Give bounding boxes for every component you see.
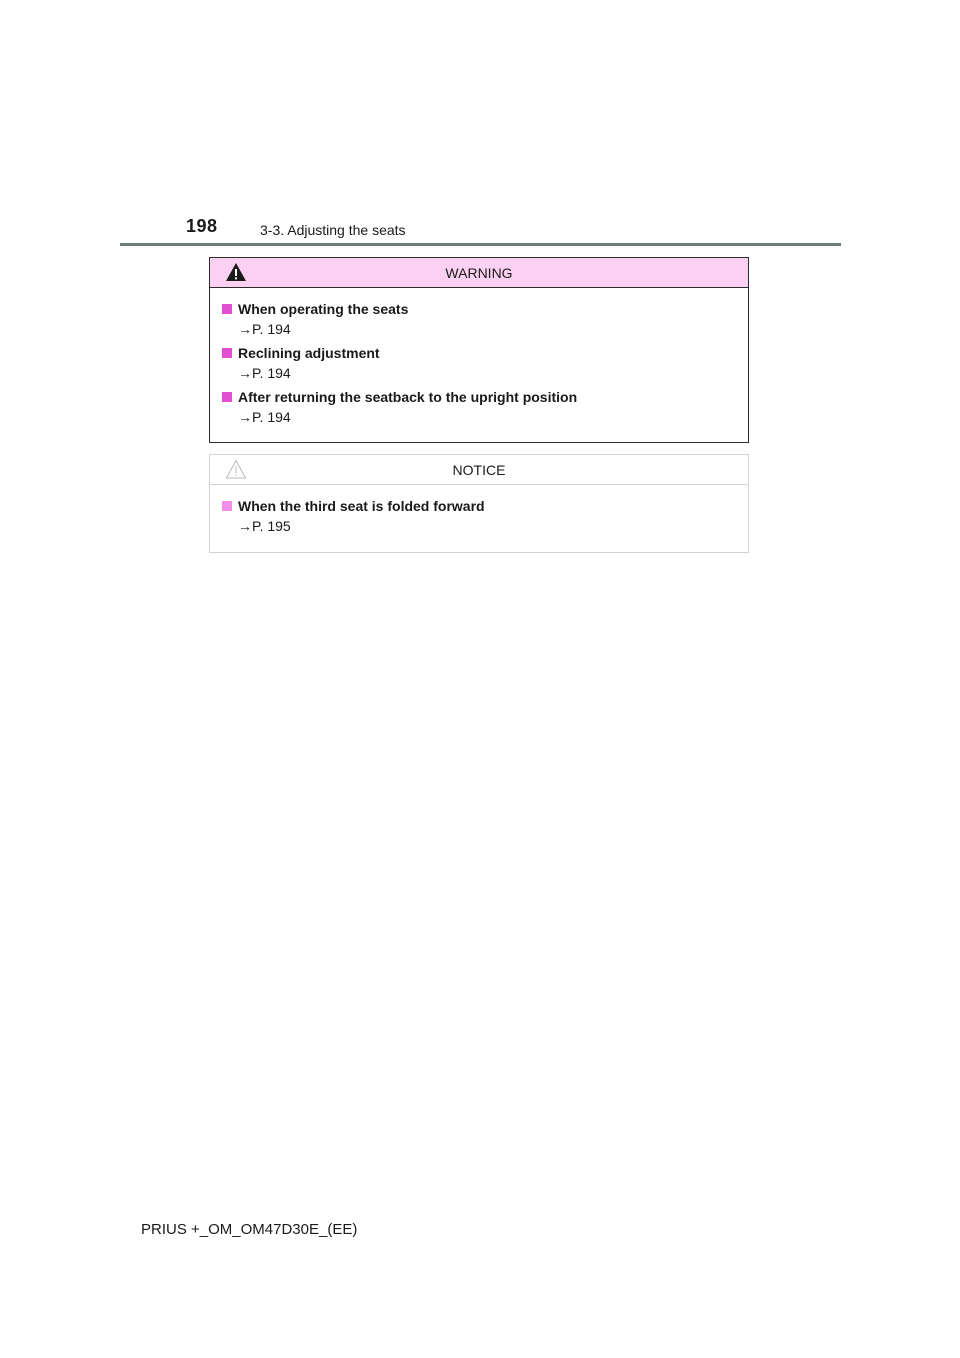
item-title: Reclining adjustment	[238, 344, 380, 361]
page-reference-link[interactable]: P. 194	[252, 409, 291, 425]
warning-box	[209, 257, 749, 443]
warning-body	[210, 288, 748, 427]
notice-box	[209, 454, 749, 553]
page-reference-link[interactable]: P. 195	[252, 518, 291, 534]
item-title: When the third seat is folded forward	[238, 497, 485, 514]
page-reference-link[interactable]: P. 194	[252, 321, 291, 337]
bullet-square-icon	[222, 392, 232, 402]
notice-item	[222, 495, 748, 536]
document-code: PRIUS +_OM_OM47D30E_(EE)	[141, 1221, 358, 1238]
page-number: 198	[186, 216, 218, 236]
section-title: 3-3. Adjusting the seats	[260, 222, 406, 238]
arrow-right-icon: →	[238, 518, 252, 534]
warning-triangle-icon	[225, 262, 247, 285]
notice-label: NOTICE	[452, 461, 506, 478]
page-reference-link[interactable]: P. 194	[252, 365, 291, 381]
warning-item	[222, 386, 748, 427]
warning-header	[210, 258, 748, 288]
bullet-square-icon	[222, 348, 232, 358]
bullet-square-icon	[222, 304, 232, 314]
arrow-right-icon: →	[238, 321, 252, 337]
warning-label: WARNING	[445, 264, 513, 281]
warning-item	[222, 298, 748, 339]
notice-header	[210, 455, 748, 485]
header-rule	[120, 243, 841, 246]
item-title: After returning the seatback to the upright position	[238, 388, 578, 405]
item-title: When operating the seats	[238, 300, 409, 317]
warning-item	[222, 342, 748, 383]
arrow-right-icon: →	[238, 365, 252, 381]
notice-body	[210, 485, 748, 536]
arrow-right-icon: →	[238, 409, 252, 425]
bullet-square-icon	[222, 501, 232, 511]
notice-triangle-icon	[225, 459, 247, 482]
